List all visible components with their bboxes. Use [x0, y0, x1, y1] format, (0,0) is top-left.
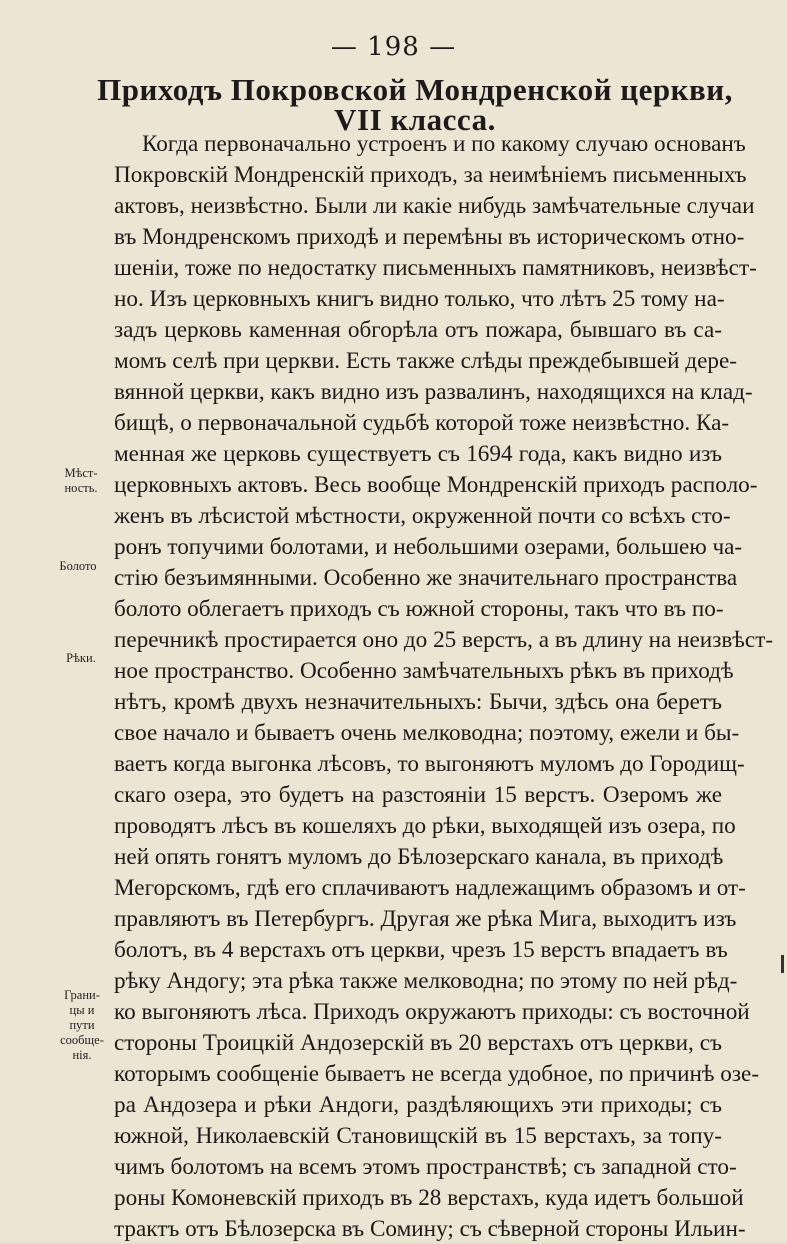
text-line: ра Андозера и рѣки Андоги, раздѣляющихъ эти приходы; съ: [114, 1092, 722, 1118]
page-edge-mark: [781, 955, 784, 973]
text-line: перечникѣ простирается оно до 25 верстъ, а въ длину на неизвѣст-: [114, 627, 774, 653]
text-line: болотъ, въ 4 верстахъ отъ церкви, чрезъ 15 верстъ впадаетъ въ: [114, 937, 728, 963]
margin-note-boloto: [48, 559, 108, 574]
margin-note-line: Болото: [59, 559, 97, 573]
text-line: трактъ отъ Бѣлозерска въ Сомину; съ сѣверной стороны Ильин-: [114, 1216, 746, 1242]
page-number: — 198 —: [330, 32, 457, 62]
text-line: которымъ сообщеніе бываетъ не всегда удобное, по причинѣ озе-: [114, 1061, 760, 1087]
text-line: свое начало и бываетъ очень мелководна; поэтому, ежели и бы-: [114, 720, 740, 746]
margin-note-line: Мѣст-: [64, 466, 98, 480]
margin-note-granitsy: [52, 988, 112, 1063]
margin-note-line: ность.: [64, 481, 98, 495]
margin-note-mestnost: [56, 466, 106, 496]
text-line: Покровскій Мондренскій приходъ, за неимѣніемъ письменныхъ: [114, 162, 747, 188]
text-line: женъ въ лѣсистой мѣстности, окруженной почти со всѣхъ сто-: [114, 503, 731, 529]
text-line: ронъ топучими болотами, и небольшими озерами, большею ча-: [114, 534, 743, 560]
text-line: нѣтъ, кромѣ двухъ незначительныхъ: Бычи, здѣсь она беретъ: [114, 689, 722, 715]
text-line: чимъ болотомъ на всемъ этомъ пространствѣ; съ западной сто-: [114, 1154, 737, 1180]
text-line: задъ церковь каменная обгорѣла отъ пожара, бывшаго въ са-: [114, 317, 722, 343]
text-line: скаго озера, это будетъ на разстояніи 15 верстъ. Озеромъ же: [114, 782, 722, 808]
margin-note-reki: [56, 651, 106, 666]
text-line: роны Комоневскій приходъ въ 28 верстахъ, куда идетъ большой: [114, 1185, 744, 1211]
text-line: шеніи, тоже по недостатку письменныхъ памятниковъ, неизвѣст-: [114, 255, 757, 281]
section-heading-line-1: Приходъ Покровской Мондренской церкви,: [97, 72, 733, 107]
margin-note-line: цы и: [69, 1003, 95, 1017]
text-line: церковныхъ актовъ. Весь вообще Мондренскій приходъ располо-: [114, 472, 758, 498]
text-line: менная же церковь существуетъ съ 1694 года, какъ видно изъ: [114, 441, 722, 467]
margin-note-line: нія.: [72, 1048, 92, 1062]
margin-note-line: Рѣки.: [66, 651, 96, 665]
text-line: стороны Троицкій Андозерскій въ 20 верстахъ отъ церкви, съ: [114, 1030, 722, 1056]
text-line: правляютъ въ Петербургъ. Другая же рѣка Мига, выходитъ изъ: [114, 906, 737, 932]
text-line: ваетъ когда выгонка лѣсовъ, то выгоняютъ муломъ до Городищ-: [114, 751, 745, 777]
text-line: ное пространство. Особенно замѣчательныхъ рѣкъ въ приходѣ: [114, 658, 734, 684]
text-line: ко выгоняютъ лѣса. Приходъ окружаютъ приходы: съ восточной: [114, 999, 750, 1025]
text-line: но. Изъ церковныхъ книгъ видно только, что лѣтъ 25 тому на-: [114, 286, 725, 312]
text-line: вянной церкви, какъ видно изъ развалинъ, находящихся на клад-: [114, 379, 753, 405]
text-line: Мегорскомъ, гдѣ его сплачиваютъ надлежащимъ образомъ и от-: [114, 875, 746, 901]
text-line: южной, Николаевскій Становищскій въ 15 верстахъ, за топу-: [114, 1123, 722, 1149]
text-line: стію безъимянными. Особенно же значительнаго пространства: [114, 565, 738, 591]
text-line: Когда первоначально устроенъ и по какому случаю основанъ: [142, 131, 746, 157]
text-line: рѣку Андогу; эта рѣка также мелководна; по этому по ней рѣд-: [114, 968, 738, 994]
margin-note-line: пути: [69, 1018, 95, 1032]
text-line: въ Мондренскомъ приходѣ и перемѣны въ историческомъ отно-: [114, 224, 745, 250]
text-line: ней опять гонятъ муломъ до Бѣлозерскаго канала, въ приходѣ: [114, 844, 724, 870]
section-heading-line-2: VII класса.: [334, 102, 496, 137]
margin-note-line: сообще-: [60, 1033, 104, 1047]
text-line: болото облегаетъ приходъ съ южной стороны, такъ что въ по-: [114, 596, 724, 622]
text-line: момъ селѣ при церкви. Есть также слѣды преждебывшей дере-: [114, 348, 737, 374]
text-line: проводятъ лѣсъ въ кошеляхъ до рѣки, выходящей изъ озера, по: [114, 813, 736, 839]
margin-note-line: Грани-: [64, 988, 100, 1002]
text-line: актовъ, неизвѣстно. Были ли какіе нибудь замѣчательные случаи: [114, 193, 755, 219]
text-line: бищѣ, о первоначальной судьбѣ которой тоже неизвѣстно. Ка-: [114, 410, 730, 436]
